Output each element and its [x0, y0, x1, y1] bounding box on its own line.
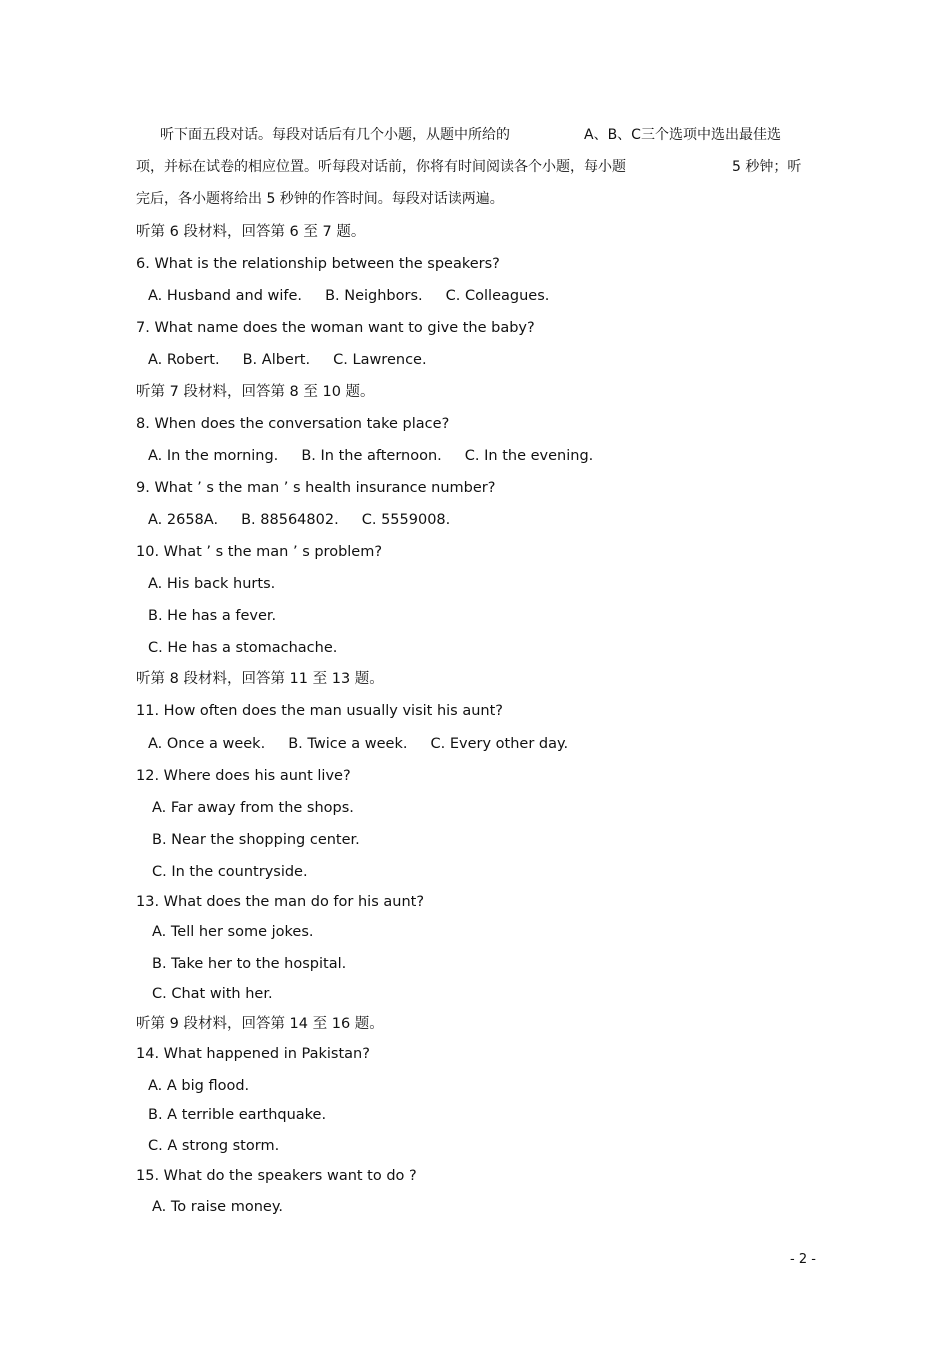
page-number: - 2 - — [790, 1252, 816, 1267]
answer-option: B. He has a fever. — [148, 608, 277, 624]
section-heading: 听第 6 段材料，回答第 6 至 7 题。 — [136, 224, 366, 240]
section-heading: 听第 7 段材料，回答第 8 至 10 题。 — [136, 384, 375, 400]
answer-option: A. His back hurts. — [148, 576, 276, 592]
question-text: 9. What ’ s the man ’ s health insurance number? — [136, 480, 496, 496]
answer-option: C. Chat with her. — [152, 986, 273, 1002]
section-heading: 听第 9 段材料，回答第 14 至 16 题。 — [136, 1016, 384, 1032]
answer-option: C. In the countryside. — [152, 864, 308, 880]
answer-option: B. Near the shopping center. — [152, 832, 360, 848]
answer-option: A. To raise money. — [152, 1199, 283, 1215]
answer-option: A. Husband and wife. B. Neighbors. C. Colleagues. — [148, 288, 550, 304]
question-text: 13. What does the man do for his aunt? — [136, 894, 425, 910]
instructions-text: 完后，各小题将给出 5 秒钟的作答时间。每段对话读两遍。 — [136, 191, 504, 207]
answer-option: C. He has a stomachache. — [148, 640, 338, 656]
answer-option: A. Robert. B. Albert. C. Lawrence. — [148, 352, 427, 368]
question-text: 12. Where does his aunt live? — [136, 768, 351, 784]
question-text: 6. What is the relationship between the speakers? — [136, 256, 500, 272]
instructions-text: 项，并标在试卷的相应位置。听每段对话前，你将有时间阅读各个小题，每小题 — [136, 159, 626, 175]
answer-option: A. In the morning. B. In the afternoon. C. In the evening. — [148, 448, 594, 464]
instructions-text: A、B、C三个选项中选出最佳选 — [584, 127, 781, 143]
answer-option: A. A big flood. — [148, 1078, 250, 1094]
section-heading: 听第 8 段材料，回答第 11 至 13 题。 — [136, 671, 384, 687]
instructions-text: 听下面五段对话。每段对话后有几个小题，从题中所给的 — [160, 127, 510, 143]
answer-option: A. Tell her some jokes. — [152, 924, 314, 940]
question-text: 11. How often does the man usually visit his aunt? — [136, 703, 503, 719]
answer-option: C. A strong storm. — [148, 1138, 280, 1154]
answer-option: B. A terrible earthquake. — [148, 1107, 327, 1123]
instructions-text: 5 秒钟；听 — [732, 159, 802, 175]
question-text: 8. When does the conversation take place? — [136, 416, 450, 432]
answer-option: A. Far away from the shops. — [152, 800, 354, 816]
answer-option: A. 2658A. B. 88564802. C. 5559008. — [148, 512, 451, 528]
question-text: 15. What do the speakers want to do ? — [136, 1168, 417, 1184]
question-text: 10. What ’ s the man ’ s problem? — [136, 544, 383, 560]
answer-option: B. Take her to the hospital. — [152, 956, 347, 972]
question-text: 14. What happened in Pakistan? — [136, 1046, 370, 1062]
question-text: 7. What name does the woman want to give the baby? — [136, 320, 535, 336]
answer-option: A. Once a week. B. Twice a week. C. Every other day. — [148, 736, 569, 752]
